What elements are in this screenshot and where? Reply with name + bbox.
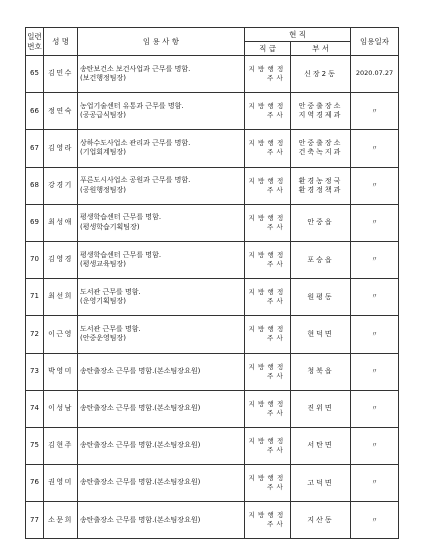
appointment-line2: (공공급식팀장)	[80, 111, 127, 120]
row-number: 77	[26, 502, 44, 539]
appointment-line1: 송탄출장소 근무를 명함.(본소팀장요원)	[80, 366, 201, 375]
row-rank	[245, 241, 291, 278]
appointment-line1: 평생학습센터 근무를 명함.	[80, 213, 162, 222]
row-date: 〃	[351, 427, 399, 464]
row-name: 최성애	[44, 204, 78, 241]
appointment-line2: (평생교육팀장)	[80, 260, 127, 269]
row-department	[291, 204, 351, 241]
rank-line2: 주사	[267, 483, 286, 492]
table-row	[26, 167, 399, 204]
row-date: 〃	[351, 279, 399, 316]
table-row	[26, 130, 399, 167]
rank-line2: 주사	[267, 297, 286, 306]
rank-line1: 지방행정	[248, 362, 287, 371]
rank-line2: 주사	[267, 74, 286, 83]
rank-line2: 주사	[267, 334, 286, 343]
table-row	[26, 353, 399, 390]
row-rank	[245, 167, 291, 204]
row-number: 71	[26, 279, 44, 316]
row-date: 〃	[351, 93, 399, 130]
row-department	[291, 241, 351, 278]
rank-line2: 주사	[267, 371, 286, 380]
row-number: 73	[26, 353, 44, 390]
department-line1: 서탄면	[307, 441, 334, 450]
header-current-position: 현 직	[245, 28, 351, 42]
table-row	[26, 279, 399, 316]
row-department	[291, 93, 351, 130]
rank-line1: 지방행정	[248, 474, 287, 483]
row-rank	[245, 93, 291, 130]
appointment-line1: 송탄보건소 보건사업과 근무를 명함.	[80, 64, 191, 73]
row-date: 〃	[351, 316, 399, 353]
row-number: 65	[26, 56, 44, 93]
row-date: 〃	[351, 502, 399, 539]
row-rank	[245, 390, 291, 427]
row-rank	[245, 353, 291, 390]
header-name: 성 명	[44, 28, 78, 56]
rank-line1: 지방행정	[248, 139, 287, 148]
department-line1: 안중출장소	[298, 102, 343, 111]
rank-line2: 주사	[267, 222, 286, 231]
row-name: 강경기	[44, 167, 78, 204]
row-rank	[245, 427, 291, 464]
table-row	[26, 93, 399, 130]
row-rank	[245, 204, 291, 241]
row-name: 최선희	[44, 279, 78, 316]
appointment-line1: 농업기술센터 유통과 근무를 명함.	[80, 101, 184, 110]
row-department	[291, 465, 351, 502]
rank-line2: 주사	[267, 148, 286, 157]
row-number: 72	[26, 316, 44, 353]
row-appointment	[78, 204, 245, 241]
row-appointment	[78, 93, 245, 130]
row-department	[291, 316, 351, 353]
row-name: 정연숙	[44, 93, 78, 130]
rank-line1: 지방행정	[248, 436, 287, 445]
row-appointment	[78, 316, 245, 353]
appointment-line2: (보건행정팀장)	[80, 74, 127, 83]
rank-line1: 지방행정	[248, 65, 287, 74]
row-date: 〃	[351, 465, 399, 502]
row-date: 〃	[351, 204, 399, 241]
table-row	[26, 465, 399, 502]
row-appointment	[78, 465, 245, 502]
row-appointment	[78, 427, 245, 464]
department-line1: 원평동	[307, 292, 334, 301]
row-rank	[245, 502, 291, 539]
row-name: 이근영	[44, 316, 78, 353]
rank-line1: 지방행정	[248, 511, 287, 520]
row-date: 〃	[351, 390, 399, 427]
department-line2: 환경정책과	[298, 185, 343, 194]
row-name: 김영경	[44, 241, 78, 278]
appointment-line1: 푸른도시사업소 공원과 근무를 명함.	[80, 176, 191, 185]
appointment-line2: (공원행정팀장)	[80, 185, 127, 194]
row-date: 〃	[351, 241, 399, 278]
row-number: 66	[26, 93, 44, 130]
appointment-line2: (기업회계팀장)	[80, 148, 127, 157]
table-body	[26, 56, 399, 539]
row-number: 69	[26, 204, 44, 241]
row-number: 68	[26, 167, 44, 204]
row-rank	[245, 130, 291, 167]
row-rank	[245, 56, 291, 93]
row-appointment	[78, 390, 245, 427]
rank-line1: 지방행정	[248, 251, 287, 260]
appointment-line1: 도서관 근무를 명함.	[80, 324, 141, 333]
row-number: 75	[26, 427, 44, 464]
row-department	[291, 390, 351, 427]
department-line1: 고덕면	[307, 478, 334, 487]
header-serial-line1: 일련	[27, 31, 42, 41]
table-row	[26, 241, 399, 278]
header-appointment: 임 용 사 항	[78, 28, 245, 56]
rank-line2: 주사	[267, 111, 286, 120]
appointment-line2: (운영기획팀장)	[80, 297, 127, 306]
row-number: 76	[26, 465, 44, 502]
header-rank: 직 급	[245, 42, 291, 56]
row-name: 김현주	[44, 427, 78, 464]
header-serial	[26, 28, 44, 56]
appointment-line1: 송탄출장소 근무를 명함.(본소팀장요원)	[80, 478, 201, 487]
row-department	[291, 353, 351, 390]
table-row	[26, 56, 399, 93]
table-row	[26, 427, 399, 464]
row-rank	[245, 316, 291, 353]
row-name: 소문희	[44, 502, 78, 539]
row-number: 70	[26, 241, 44, 278]
row-department	[291, 279, 351, 316]
table-row	[26, 502, 399, 539]
row-appointment	[78, 56, 245, 93]
row-appointment	[78, 167, 245, 204]
row-department	[291, 130, 351, 167]
row-number: 74	[26, 390, 44, 427]
department-line1: 신장2동	[304, 69, 337, 78]
header-department: 부 서	[291, 42, 351, 56]
row-name: 권영미	[44, 465, 78, 502]
table-row	[26, 316, 399, 353]
row-rank	[245, 279, 291, 316]
rank-line2: 주사	[267, 520, 286, 529]
row-date: 〃	[351, 167, 399, 204]
appointment-line1: 송탄출장소 근무를 명함.(본소팀장요원)	[80, 441, 201, 450]
department-line2: 지역경제과	[298, 111, 343, 120]
department-line1: 청북읍	[307, 367, 334, 376]
row-rank	[245, 465, 291, 502]
row-appointment	[78, 502, 245, 539]
row-department	[291, 427, 351, 464]
department-line1: 포승읍	[307, 255, 334, 264]
table-row	[26, 390, 399, 427]
row-name: 김영라	[44, 130, 78, 167]
rank-line2: 주사	[267, 408, 286, 417]
department-line1: 안중출장소	[298, 139, 343, 148]
rank-line1: 지방행정	[248, 399, 287, 408]
rank-line1: 지방행정	[248, 288, 287, 297]
row-department	[291, 56, 351, 93]
row-appointment	[78, 241, 245, 278]
rank-line2: 주사	[267, 185, 286, 194]
rank-line2: 주사	[267, 260, 286, 269]
row-date: 2020.07.27	[351, 56, 399, 93]
row-department	[291, 167, 351, 204]
rank-line1: 지방행정	[248, 325, 287, 334]
appointment-line2: (평생학습기획팀장)	[80, 222, 140, 231]
rank-line2: 주사	[267, 445, 286, 454]
row-name: 김민수	[44, 56, 78, 93]
appointment-table	[25, 27, 399, 539]
header-date: 임용일자	[351, 28, 399, 56]
appointment-line1: 평생학습센터 근무를 명함.	[80, 250, 162, 259]
row-appointment	[78, 353, 245, 390]
row-number: 67	[26, 130, 44, 167]
rank-line1: 지방행정	[248, 176, 287, 185]
rank-line1: 지방행정	[248, 102, 287, 111]
row-appointment	[78, 279, 245, 316]
row-date: 〃	[351, 130, 399, 167]
department-line1: 지산동	[307, 515, 334, 524]
table-row	[26, 204, 399, 241]
row-date: 〃	[351, 353, 399, 390]
rank-line1: 지방행정	[248, 213, 287, 222]
row-appointment	[78, 130, 245, 167]
appointment-line1: 도서관 근무를 명함.	[80, 287, 141, 296]
department-line1: 진위면	[307, 404, 334, 413]
row-name: 이성남	[44, 390, 78, 427]
row-name: 박영미	[44, 353, 78, 390]
appointment-line2: (안중운영팀장)	[80, 334, 127, 343]
appointment-line1: 송탄출장소 근무를 명함.(본소팀장요원)	[80, 515, 201, 524]
department-line2: 건축녹지과	[298, 148, 343, 157]
row-department	[291, 502, 351, 539]
appointment-line1: 상하수도사업소 관리과 근무를 명함.	[80, 138, 191, 147]
appointment-line1: 송탄출장소 근무를 명함.(본소팀장요원)	[80, 404, 201, 413]
department-line1: 환경농정국	[298, 176, 343, 185]
department-line1: 현덕면	[307, 329, 334, 338]
department-line1: 안중읍	[307, 218, 334, 227]
header-serial-line2: 번호	[27, 41, 42, 51]
